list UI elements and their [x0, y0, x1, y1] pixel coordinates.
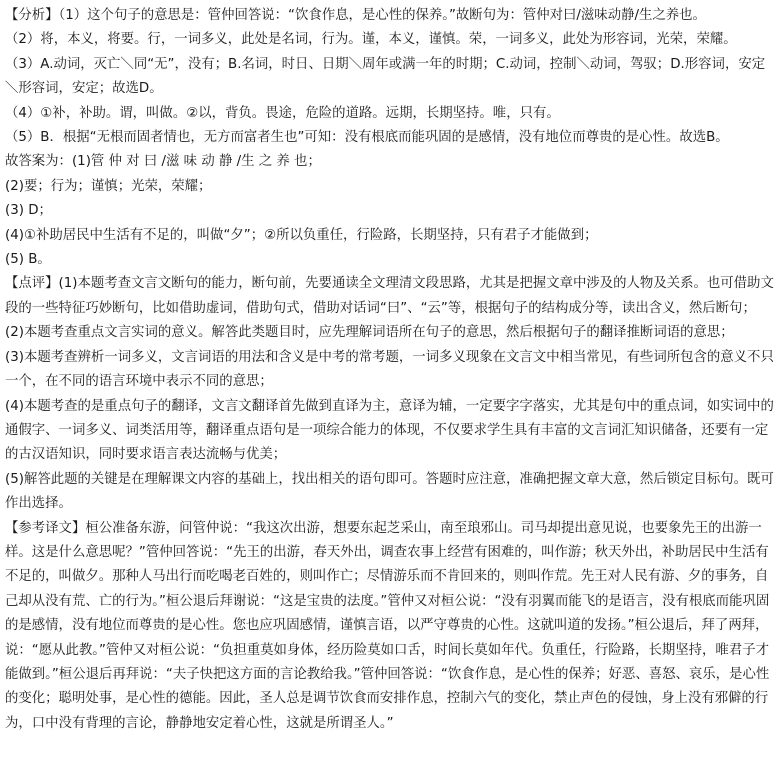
comment-heading-line: 【点评】(1)本题考查文言文断句的能力，断句前，先要通读全文理清文段思路，尤其是把握文章中涉及的人物及关系。也可借助文段的一些特征巧妙断句，比如借助虚词，借助句式，借助对话词“曰”、“云”等，根据句子的结构成分等，读出含义，然后断句；: [5, 276, 774, 316]
answer-line-4: (4)①补助居民中生活有不足的，叫做“夕”；②所以负重任，行险路，长期坚持，只有君子才能做到；: [5, 227, 598, 243]
answer-line-1: 故答案为：(1)管 仲 对 曰 /滋 味 动 静 /生 之 养 也；: [5, 154, 321, 170]
comment-line-5: (5)解答此题的关键是在理解课文内容的基础上，找出相关的语句即可。答题时应注意，准确把握文章大意，然后锁定目标句。既可作出选择。: [5, 471, 774, 512]
analysis-heading-line: 【分析】（1）这个句子的意思是：管仲回答说：“饮食作息，是心性的保养。”故断句为：管仲对曰/滋味动静/生之养也。: [5, 8, 706, 23]
analysis-line-5: （5）B．根据“无根而固者情也，无方而富者生也”可知：没有根底而能巩固的是感情，没有地位而尊贵的是心性。故选B。: [5, 130, 729, 146]
analysis-line-2: （2）将，本义，将要。行，一词多义，此处是名词，行为。谨，本义，谨慎。荣，一词多义，此处为形容词，光荣，荣耀。: [5, 32, 737, 48]
analysis-line-4: （4）①补，补助。谓，叫做。②以，背负。畏途，危险的道路。远期，长期坚持。唯，只有。: [5, 105, 560, 121]
comment-line-3: (3)本题考查辨析一词多义，文言词语的用法和含义是中考的常考题，一词多义现象在文言文中相当常见，有些词所包含的意义不只一个，在不同的语言环境中表示不同的意思；: [5, 349, 774, 390]
answer-line-3: (3) D；: [5, 203, 52, 219]
answer-line-2: (2)要；行为；谨慎；光荣，荣耀；: [5, 178, 212, 194]
translation-paragraph: 【参考译文】桓公准备东游，问管仲说：“我这次出游，想要东起芝采山，南至琅邪山。司马却提出意见说，也要象先王的出游一样。这是什么意思呢？”管仲回答说：“先王的出游，春天外出，调查农事上经营有困难的，叫作游；秋天外出，补助居民中生活有不足的，叫做夕。那种人马出行而吃喝老百姓的，则叫作亡；尽情游乐而不肯回来的，则叫作荒。先王对人民有游、夕的事务，自己却从没有荒、亡的行为。”桓公退后拜谢说：“这是宝贵的法度。”管仲又对桓公说：“没有羽翼而能飞的是语言，没有根底而能巩固的是感情，没有地位而尊贵的是心性。您也应巩固感情，谨慎言语，以严守尊贵的心性。这就叫道的发扬。”桓公退后，拜了两拜，说：“愿从此教。”管仲又对桓公说：“负担重莫如身体，经历险莫如口舌，时间长莫如年代。负重任，行险路，长期坚持，唯君子才能做到。”桓公退后再拜说：“夫子快把这方面的言论教给我。”管仲回答说：“饮食作息，是心性的保养；好恶、喜怒、哀乐，是心性的变化；聪明处事，是心性的德能。因此，圣人总是调节饮食而安排作息，控制六气的变化，禁止声色的侵蚀，身上没有邪僻的行为，口中没有背理的言论，静静地安定着心性，这就是所谓圣人。”: [5, 520, 770, 731]
analysis-line-3: （3）A.动词，灭亡＼同“无”，没有；B.名词，时日、日期＼周年或满一年的时期；C.动词，控制＼动词，驾驭；D.形容词，安定＼形容词，安定；故选D。: [5, 56, 766, 97]
answer-line-5: (5) B。: [5, 252, 51, 268]
comment-line-2: (2)本题考查重点文言实词的意义。解答此类题目时，应先理解词语所在句子的意思，然后根据句子的翻译推断词语的意思；: [5, 325, 734, 341]
comment-line-4: (4)本题考查的是重点句子的翻译，文言文翻译首先做到直译为主，意译为辅，一定要字字落实，尤其是句中的重点词，如实词中的通假字、一词多义、词类活用等，翻译重点语句是一项综合能力的体现，不仅要求学生具有丰富的文言词汇知识储备，还要有一定的古汉语知识，同时要求语言表达流畅与优美；: [5, 398, 774, 463]
